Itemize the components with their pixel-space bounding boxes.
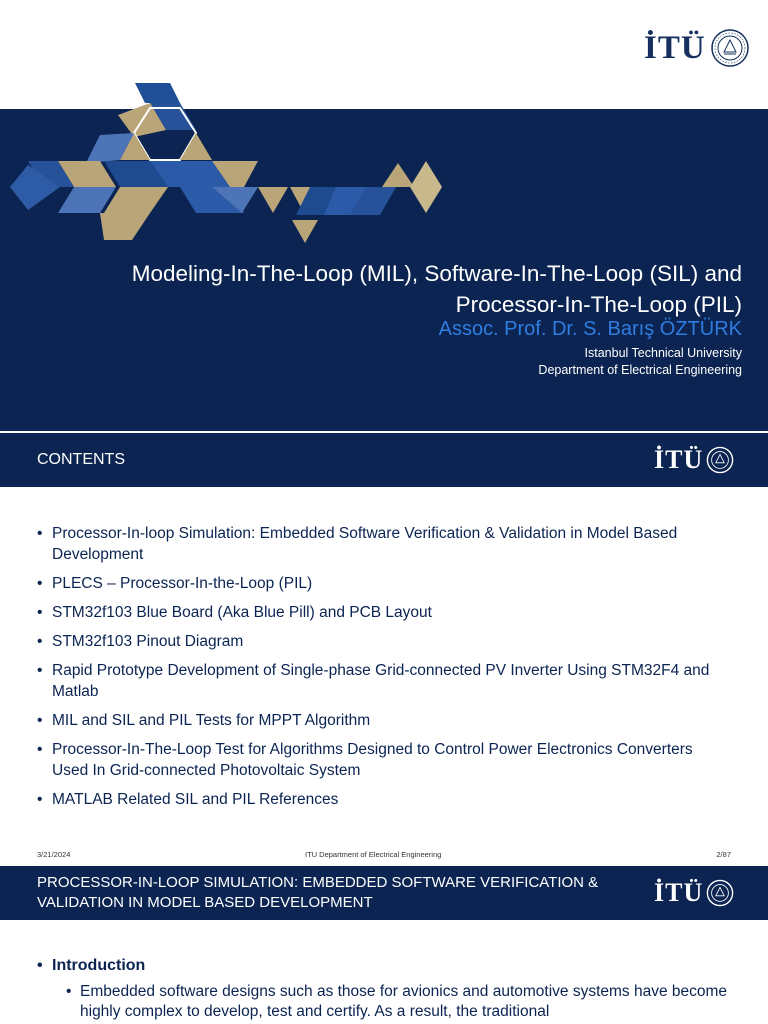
itu-logo-text: İTÜ [654,445,704,474]
title-line-1: Modeling-In-The-Loop (MIL), Software-In-The-Loop (SIL) and [131,261,742,286]
slide-title [2,258,742,320]
footer-department: ITU Department of Electrical Engineering [305,850,442,859]
list-item: • Processor-In-loop Simulation: Embedded Software Verification & Validation in Model Based Development [37,523,727,565]
contents-header [0,433,768,487]
itu-seal-icon [706,879,734,907]
footer-page-number: 2/87 [716,850,731,859]
footer-date: 3/21/2024 [37,850,71,859]
department-name: Department of Electrical Engineering [538,363,742,377]
list-item: • MATLAB Related SIL and PIL References [37,789,727,810]
itu-seal-icon [710,28,750,68]
list-item: • STM32f103 Pinout Diagram [37,631,727,652]
slide-footer [37,850,731,862]
itu-logo-header [654,445,734,475]
section-title-line-1: PROCESSOR-IN-LOOP SIMULATION: EMBEDDED SOFTWARE VERIFICATION & [37,874,599,891]
itu-logo-text: İTÜ [644,29,706,66]
intro-bullet: • Introduction [37,957,145,975]
itu-logo [644,28,750,68]
list-item: • STM32f103 Blue Board (Aka Blue Pill) and PCB Layout [37,602,727,623]
intro-sub-bullet: • Embedded software designs such as those for avionics and automotive systems have become highly complex to develop, test and certify. As a result, the traditional [66,982,750,1022]
list-item: • MIL and SIL and PIL Tests for MPPT Algorithm [37,710,727,731]
itu-logo-text: İTÜ [654,878,704,907]
list-item: • Rapid Prototype Development of Single-phase Grid-connected PV Inverter Using STM32F4 and Matlab [37,660,727,702]
geometric-decoration [0,75,460,245]
institution-name: Istanbul Technical University [584,346,742,360]
section-title [37,873,598,913]
itu-logo-header [654,878,734,908]
list-item: • Processor-In-The-Loop Test for Algorithms Designed to Control Power Electronics Converters Used In Grid-connected Photovoltaic System [37,739,727,781]
itu-seal-icon [706,446,734,474]
title-line-2: Processor-In-The-Loop (PIL) [455,292,742,317]
section-title-line-2: VALIDATION IN MODEL BASED DEVELOPMENT [37,894,373,911]
contents-title: CONTENTS [37,451,125,468]
section-header [0,866,768,920]
list-item: • PLECS – Processor-In-the-Loop (PIL) [37,573,727,594]
author-name: Assoc. Prof. Dr. S. Barış ÖZTÜRK [438,318,742,340]
contents-list [37,523,727,818]
